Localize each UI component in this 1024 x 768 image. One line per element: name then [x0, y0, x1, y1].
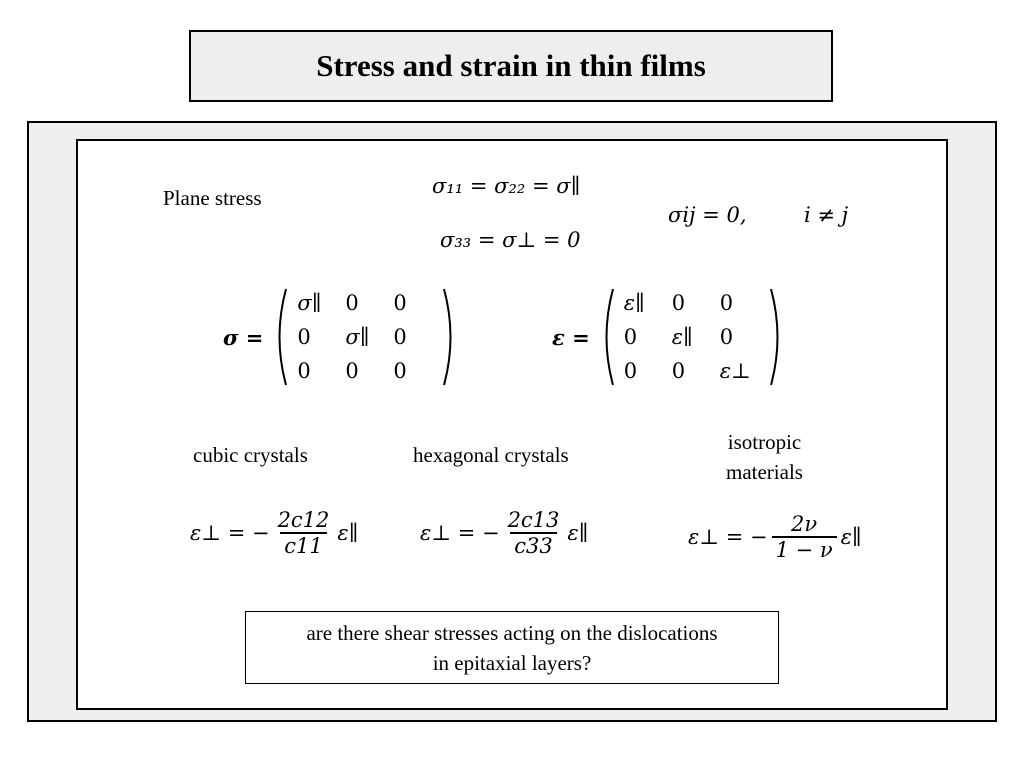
left-paren-icon: [598, 287, 616, 387]
strain-matrix-cell: ε∥: [623, 291, 645, 315]
strain-matrix-lhs: ε =: [552, 324, 590, 350]
equation-sigma-shear: σij = 0,: [668, 203, 747, 227]
isotropic-label-line2: materials: [726, 460, 803, 484]
strain-matrix-cell: ε⊥: [719, 359, 751, 383]
formula-rhs: ε∥: [840, 525, 862, 549]
strain-matrix-cell: 0: [719, 291, 734, 315]
strain-matrix-cell: 0: [671, 359, 686, 383]
strain-matrix: [552, 286, 786, 388]
strain-matrix-cell: 0: [623, 359, 638, 383]
formula-rhs: ε∥: [337, 521, 359, 545]
equation-shear-condition: i ≠ j: [804, 203, 849, 227]
fraction: [772, 512, 837, 562]
title-box: [189, 30, 833, 102]
fraction-denominator: c33: [510, 532, 556, 558]
right-paren-icon: [441, 287, 459, 387]
stress-matrix-cell: 0: [345, 359, 359, 383]
question-line1: are there shear stresses acting on the dislocations: [306, 620, 718, 645]
right-paren-icon: [768, 287, 786, 387]
isotropic-label-line1: isotropic: [727, 430, 802, 454]
stress-matrix-cell: σ∥: [297, 291, 322, 315]
stress-matrix-cell: 0: [297, 325, 311, 349]
formula-lhs: ε⊥ = −: [688, 525, 768, 549]
stress-matrix-cell: 0: [393, 325, 407, 349]
equation-sigma-perp: σ₃₃ = σ⊥ = 0: [440, 228, 581, 252]
hexagonal-crystals-label: hexagonal crystals: [413, 443, 569, 467]
cubic-formula: [190, 508, 358, 558]
hexagonal-formula: [420, 508, 588, 558]
left-paren-icon: [271, 287, 289, 387]
strain-matrix-cell: 0: [623, 325, 638, 349]
plane-stress-label: Plane stress: [163, 186, 262, 210]
stress-matrix-cell: 0: [345, 291, 359, 315]
formula-rhs: ε∥: [567, 521, 589, 545]
stress-matrix-cell: 0: [393, 359, 407, 383]
isotropic-materials-label: [726, 427, 803, 487]
fraction-denominator: 1 − ν: [772, 536, 837, 562]
stress-matrix-cell: σ∥: [345, 325, 370, 349]
equation-sigma-in-plane: σ₁₁ = σ₂₂ = σ∥: [432, 174, 581, 198]
question-line2: in epitaxial layers?: [432, 650, 592, 675]
formula-lhs: ε⊥ = −: [420, 521, 500, 545]
question-box: [245, 611, 779, 684]
stress-matrix-cell: 0: [393, 291, 407, 315]
strain-matrix-cell: 0: [719, 325, 734, 349]
fraction: [274, 508, 334, 558]
slide-title: Stress and strain in thin films: [316, 48, 706, 83]
isotropic-formula: [688, 512, 862, 562]
strain-matrix-cell: ε∥: [671, 325, 693, 349]
formula-lhs: ε⊥ = −: [190, 521, 270, 545]
fraction-numerator: 2c12: [277, 508, 330, 532]
stress-matrix-cell: 0: [297, 359, 311, 383]
fraction-denominator: c11: [280, 532, 326, 558]
stress-matrix-lhs: σ =: [223, 324, 264, 350]
fraction: [504, 508, 564, 558]
stress-matrix: [223, 286, 459, 388]
fraction-numerator: 2ν: [791, 512, 818, 536]
strain-matrix-cell: 0: [671, 291, 686, 315]
fraction-numerator: 2c13: [507, 508, 560, 532]
cubic-crystals-label: cubic crystals: [193, 443, 308, 467]
